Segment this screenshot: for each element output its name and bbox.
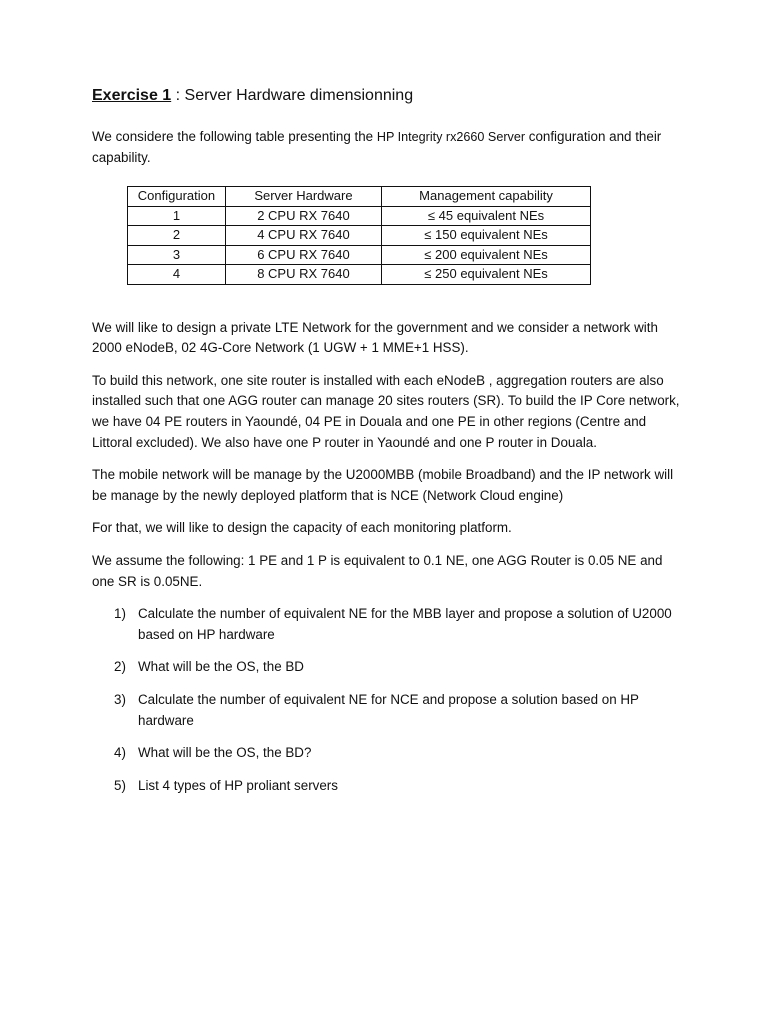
cell-server-hardware: 4 CPU RX 7640 (225, 226, 381, 246)
header-management-capability: Management capability (382, 187, 591, 207)
question-text: What will be the OS, the BD? (138, 745, 312, 761)
list-item (92, 690, 682, 731)
product-name: HP Integrity rx2660 Server (376, 130, 526, 144)
cell-configuration: 1 (128, 206, 226, 226)
question-text: What will be the OS, the BD (138, 659, 304, 675)
document-page (92, 86, 682, 808)
assumptions-paragraph: We assume the following: 1 PE and 1 P is equivalent to 0.1 NE, one AGG Router is 0.05 NE and one SR is 0.05NE. (92, 553, 663, 589)
cell-server-hardware: 2 CPU RX 7640 (225, 206, 381, 226)
intro-text-after: configuration and their capability. (92, 129, 662, 165)
network-description-paragraph: We will like to design a private LTE Network for the government and we consider a network with 2000 eNodeB, 02 4G-Core Network (1 UGW + 1 MME+1 HSS). (92, 319, 658, 356)
cell-management-capability: ≤ 45 equivalent NEs (382, 206, 591, 226)
list-item (92, 776, 682, 797)
cell-management-capability: ≤ 200 equivalent NEs (382, 245, 591, 265)
question-text: Calculate the number of equivalent NE for NCE and propose a solution based on HP hardware (138, 692, 639, 728)
question-text: Calculate the number of equivalent NE for the MBB layer and propose a solution of U2000 based on HP hardware (138, 606, 672, 642)
cell-server-hardware: 8 CPU RX 7640 (225, 265, 381, 285)
management-platforms-paragraph: The mobile network will be manage by the U2000MBB (mobile Broadband) and the IP network will be manage by the newly deployed platform that is NCE (Network Cloud engine) (92, 467, 674, 503)
cell-configuration: 3 (128, 245, 226, 265)
intro-paragraph (92, 127, 682, 168)
table-row (128, 226, 591, 246)
intro-text-before: We considere the following table presenting the (92, 129, 377, 144)
question-number: 4) (114, 745, 126, 761)
question-number: 2) (114, 659, 126, 675)
routers-paragraph: To build this network, one site router is installed with each eNodeB , aggregation routers are also installed such that one AGG router can manage 20 sites routers (SR). To build the IP Core network, we have 04 PE routers in Yaoundé, 04 PE in Douala and one PE in other regions (Centre and Littoral excluded). We also have one P router in Yaoundé and one P router in Douala. (92, 372, 680, 450)
table-header-row (128, 187, 591, 207)
exercise-title: Server Hardware dimensionning (184, 87, 414, 104)
exercise-heading (92, 86, 682, 106)
list-item (92, 604, 682, 645)
cell-management-capability: ≤ 150 equivalent NEs (382, 226, 591, 246)
exercise-label: Exercise 1 (92, 87, 172, 104)
cell-configuration: 4 (128, 265, 226, 285)
question-number: 5) (114, 777, 126, 793)
question-number: 1) (114, 606, 126, 622)
table-row (128, 265, 591, 285)
list-item (92, 743, 682, 764)
table-row (128, 206, 591, 226)
cell-management-capability: ≤ 250 equivalent NEs (382, 265, 591, 285)
header-configuration: Configuration (128, 187, 226, 207)
cell-configuration: 2 (128, 226, 226, 246)
question-number: 3) (114, 692, 126, 707)
question-text: List 4 types of HP proliant servers (138, 777, 338, 793)
table-row (128, 245, 591, 265)
capacity-goal-paragraph: For that, we will like to design the capacity of each monitoring platform. (92, 520, 512, 536)
cell-server-hardware: 6 CPU RX 7640 (225, 245, 381, 265)
list-item (92, 657, 682, 678)
heading-separator: : (171, 87, 185, 104)
questions-list (92, 604, 682, 796)
header-server-hardware: Server Hardware (225, 187, 381, 207)
server-configuration-table (127, 186, 591, 285)
